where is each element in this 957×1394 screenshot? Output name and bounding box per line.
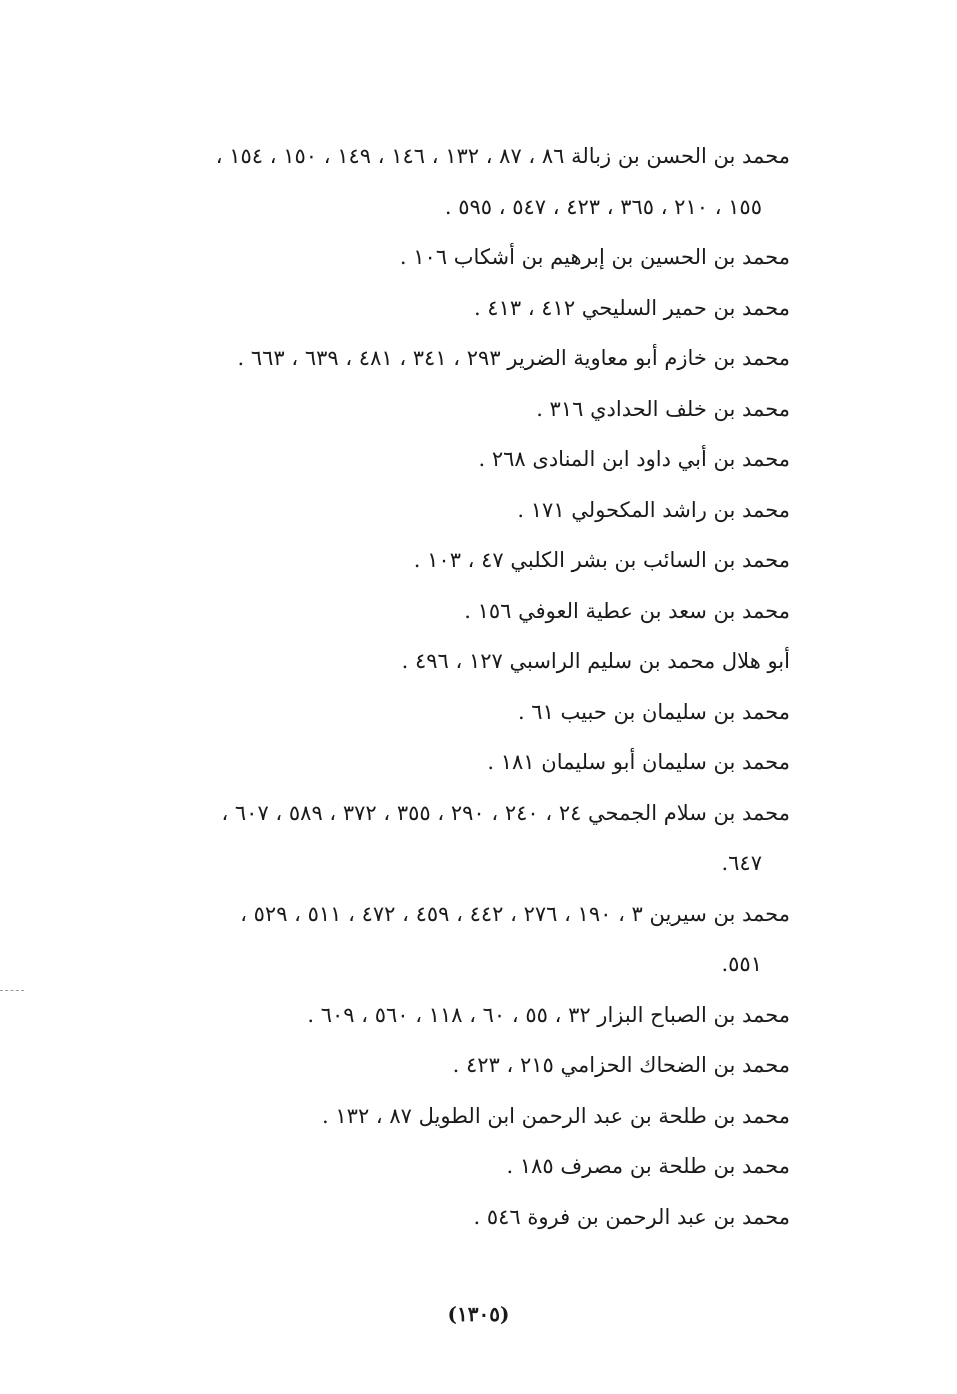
index-entry: محمد بن الحسن بن زبالة ٨٦ ، ٨٧ ، ١٣٢ ، ١٤٦ ، ١٤٩ ، ١٥٠ ، ١٥٤ ، — [215, 144, 790, 168]
index-entry: محمد بن خلف الحدادي ٣١٦ . — [536, 396, 790, 421]
index-entry: محمد بن خازم أبو معاوية الضرير ٢٩٣ ، ٣٤١ ، ٤٨١ ، ٦٣٩ ، ٦٦٣ . — [237, 346, 790, 370]
index-entry-continuation: ١٥٥ ، ٢١٠ ، ٣٦٥ ، ٤٢٣ ، ٥٤٧ ، ٥٩٥ . — [444, 194, 762, 219]
index-entry: محمد بن طلحة بن مصرف ١٨٥ . — [506, 1154, 790, 1178]
index-entry: محمد بن الصباح البزار ٣٢ ، ٥٥ ، ٦٠ ، ١١٨ ، ٥٦٠ ، ٦٠٩ . — [307, 1002, 790, 1027]
index-entry: محمد بن سيرين ٣ ، ١٩٠ ، ٢٧٦ ، ٤٤٢ ، ٤٥٩ ، ٤٧٢ ، ٥١١ ، ٥٢٩ ، — [240, 901, 790, 926]
index-entry: محمد بن سلام الجمحي ٢٤ ، ٢٤٠ ، ٢٩٠ ، ٣٥٥ ، ٣٧٢ ، ٥٨٩ ، ٦٠٧ ، — [221, 800, 790, 825]
index-entry: محمد بن سعد بن عطية العوفي ١٥٦ . — [464, 598, 790, 623]
index-entry: محمد بن طلحة بن عبد الرحمن ابن الطويل ٨٧ ، ١٣٢ . — [322, 1103, 790, 1128]
index-entry-continuation: ٥٥١. — [721, 952, 762, 976]
page-number: (١٣٠٥) — [447, 1302, 510, 1326]
margin-mark — [0, 990, 24, 991]
index-entry: محمد بن الضحاك الحزامي ٢١٥ ، ٤٢٣ . — [452, 1053, 790, 1077]
index-entry: محمد بن عبد الرحمن بن فروة ٥٤٦ . — [473, 1204, 790, 1229]
index-entry: محمد بن الحسين بن إبرهيم بن أشكاب ١٠٦ . — [399, 245, 790, 269]
index-entry: محمد بن سليمان بن حبيب ٦١ . — [517, 699, 790, 724]
index-entry: محمد بن السائب بن بشر الكلبي ٤٧ ، ١٠٣ . — [413, 548, 790, 572]
index-entry: محمد بن راشد المكحولي ١٧١ . — [517, 497, 790, 522]
index-entry: محمد بن أبي داود ابن المنادى ٢٦٨ . — [478, 447, 790, 471]
index-entry-continuation: ٦٤٧. — [721, 851, 762, 875]
index-entry: محمد بن سليمان أبو سليمان ١٨١ . — [487, 750, 790, 774]
index-entries — [150, 134, 790, 1245]
index-entry: محمد بن حمير السليحي ٤١٢ ، ٤١٣ . — [473, 295, 790, 320]
index-entry: أبو هلال محمد بن سليم الراسبي ١٢٧ ، ٤٩٦ . — [401, 649, 790, 673]
